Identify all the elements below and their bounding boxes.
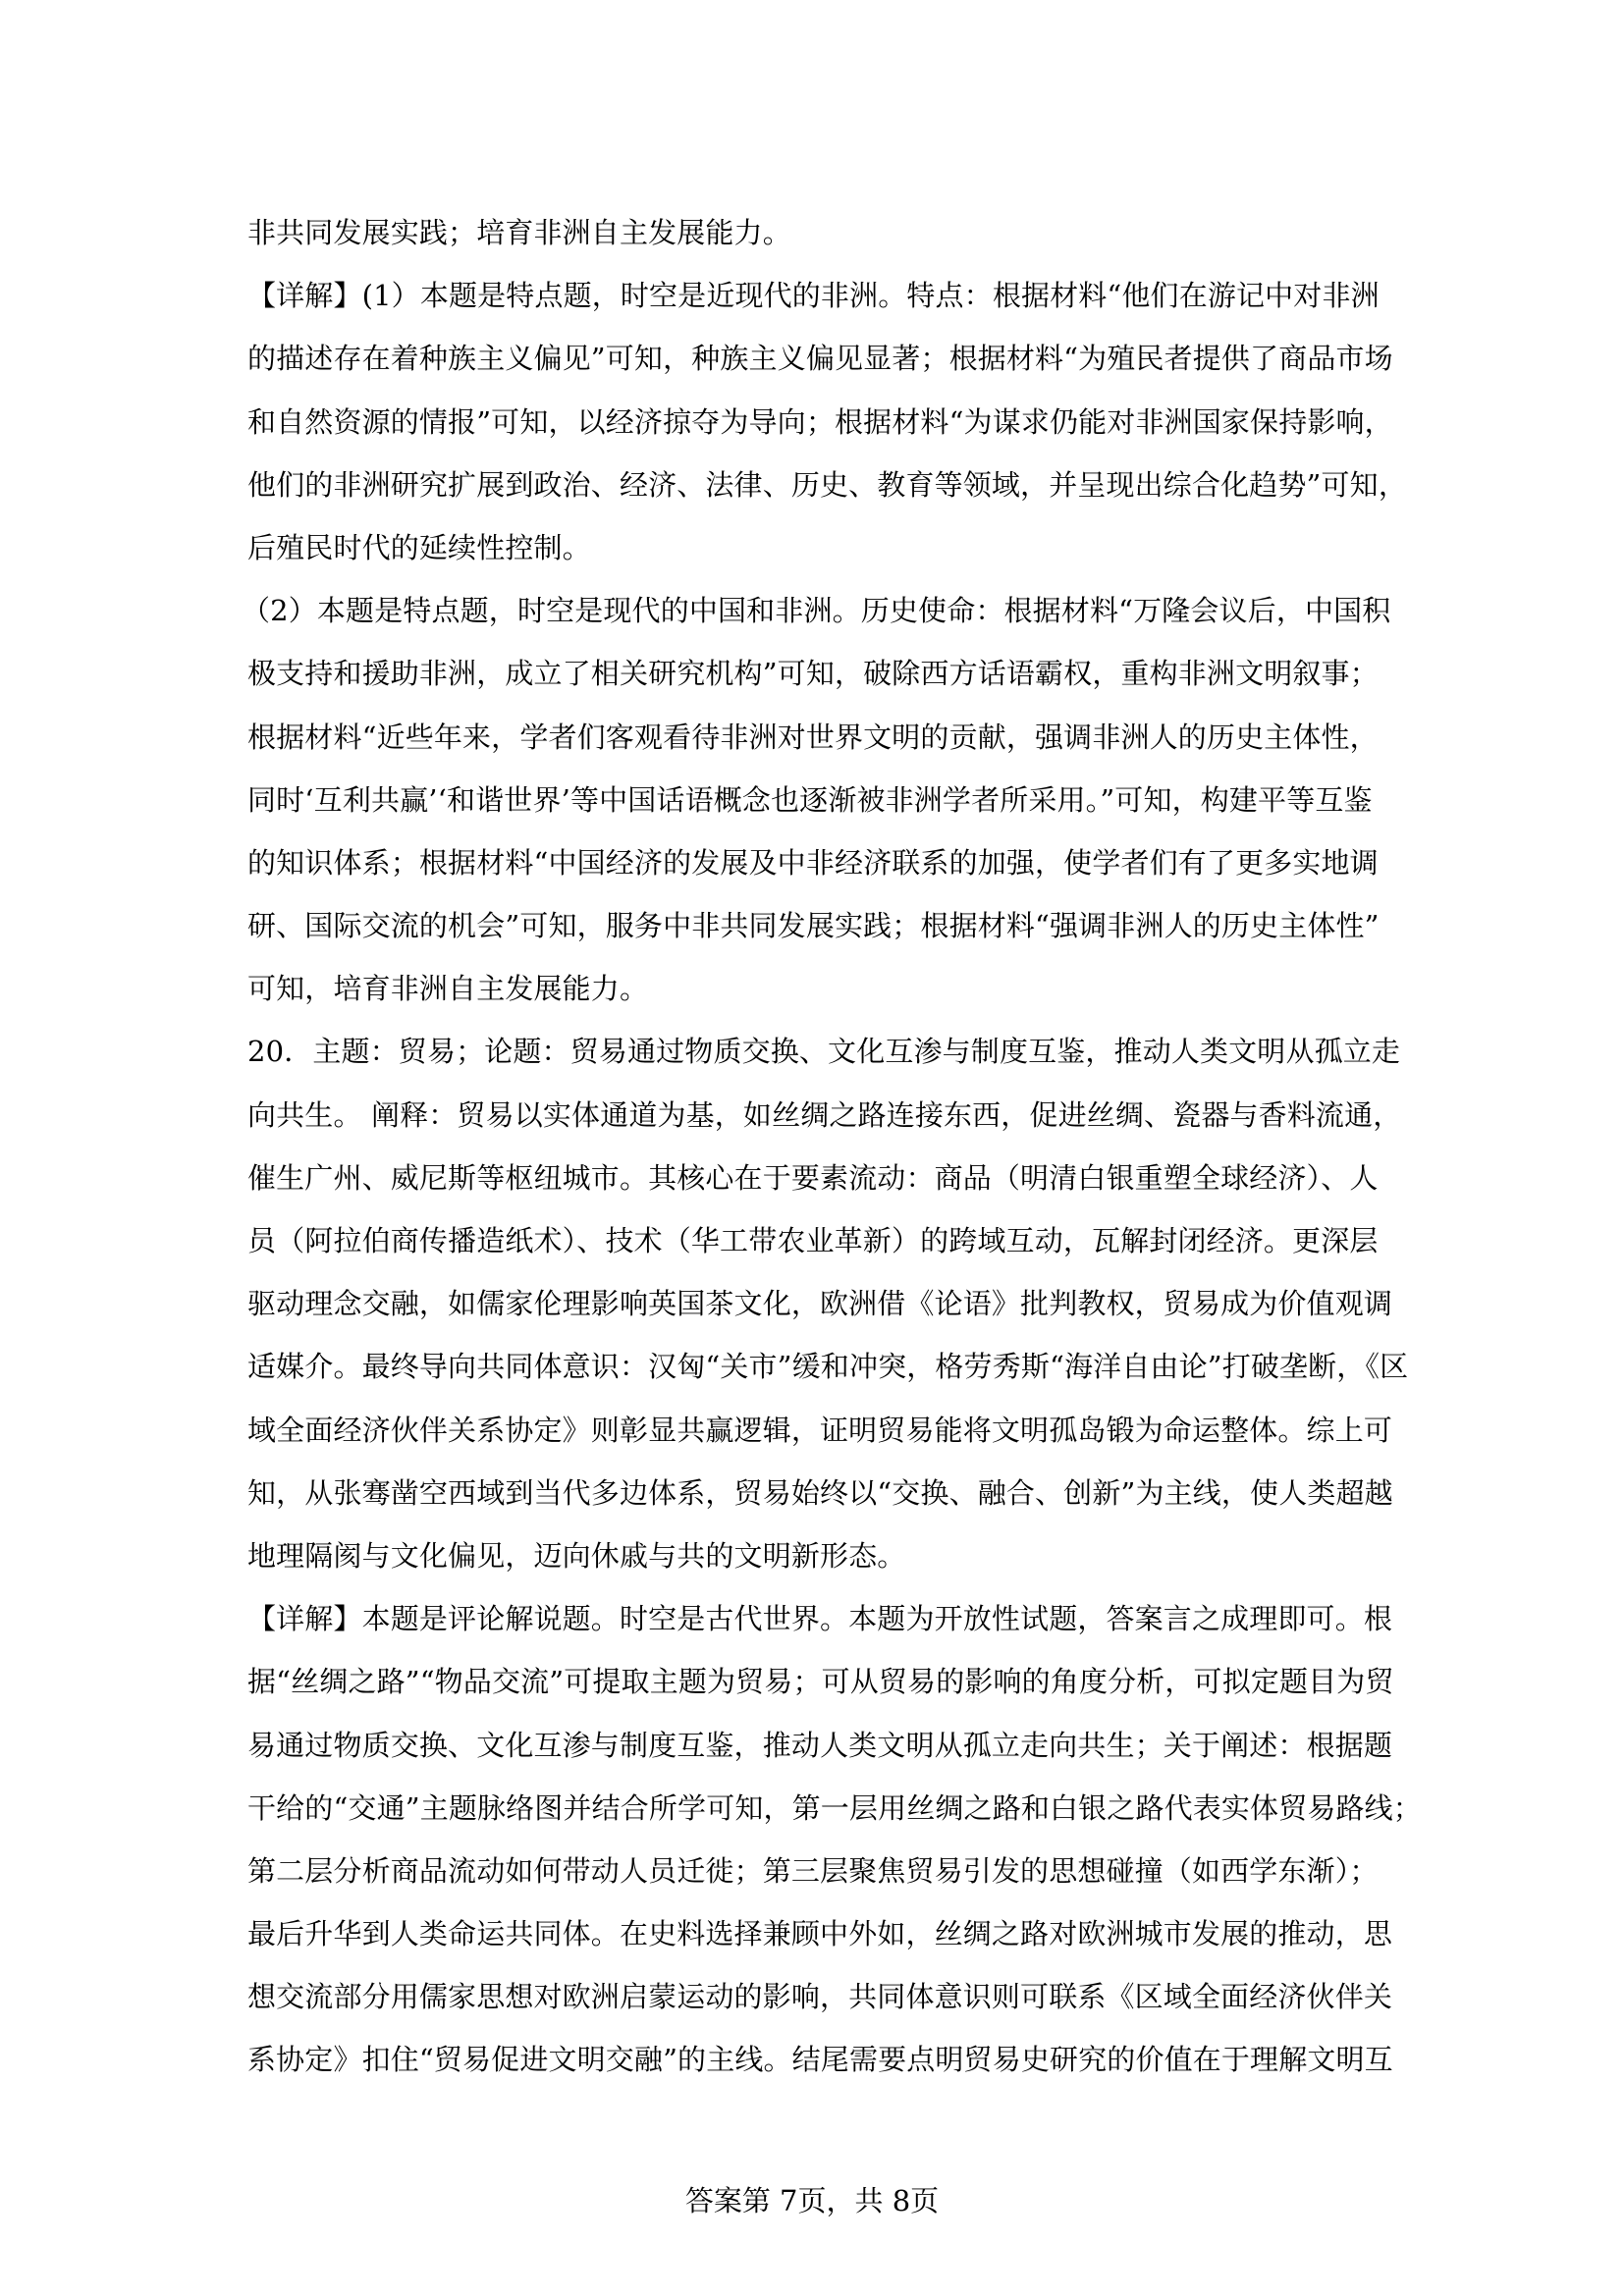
text-line: 【详解】本题是评论解说题。时空是古代世界。本题为开放性试题，答案言之成理即可。根: [247, 1602, 1393, 1636]
text-line: 驱动理念交融，如儒家伦理影响英国茶文化，欧洲借《论语》批判教权，贸易成为价值观调: [247, 1287, 1393, 1321]
text-line: 员（阿拉伯商传播造纸术）、技术（华工带农业革新）的跨域互动，瓦解封闭经济。更深层: [247, 1224, 1379, 1257]
text-line: 研、国际交流的机会”可知，服务中非共同发展实践；根据材料“强调非洲人的历史主体性”: [247, 909, 1380, 943]
text-line: （2）本题是特点题，时空是现代的中国和非洲。历史使命：根据材料“万隆会议后，中国积: [242, 594, 1391, 628]
text-line: 极支持和援助非洲，成立了相关研究机构”可知，破除西方话语霸权，重构非洲文明叙事；: [247, 657, 1379, 691]
text-line: 据“丝绸之路”“物品交流”可提取主题为贸易；可从贸易的影响的角度分析，可拟定题目为贸: [247, 1665, 1394, 1699]
text-line: 第二层分析商品流动如何带动人员迁徙；第三层聚焦贸易引发的思想碰撞（如西学东渐）；: [247, 1853, 1379, 1888]
text-line: 他们的非洲研究扩展到政治、经济、法律、历史、教育等领域，并呈现出综合化趋势”可知，: [247, 467, 1407, 502]
page-footer: 答案第 7页，共 8页: [684, 2184, 940, 2217]
text-line: 最后升华到人类命运共同体。在史料选择兼顾中外如，丝绸之路对欧洲城市发展的推动，思: [247, 1917, 1393, 1951]
text-line: 的描述存在着种族主义偏见”可知，种族主义偏见显著；根据材料“为殖民者提供了商品市场: [247, 342, 1393, 376]
text-line: 适媒介。最终导向共同体意识：汉匈“关市”缓和冲突，格劳秀斯“海洋自由论”打破垄断，《区: [247, 1350, 1409, 1384]
text-line: 催生广州、威尼斯等枢纽城市。其核心在于要素流动：商品（明清白银重塑全球经济）、人: [247, 1160, 1379, 1195]
text-line: 易通过物质交换、文化互渗与制度互鉴，推动人类文明从孤立走向共生；关于阐述：根据题: [247, 1728, 1393, 1762]
text-line: 向共生。 阐释：贸易以实体通道为基，如丝绸之路连接东西，促进丝绸、瓷器与香料流通，: [247, 1097, 1402, 1132]
text-line: 20．主题：贸易；论题：贸易通过物质交换、文化互渗与制度互鉴，推动人类文明从孤立走: [247, 1035, 1401, 1069]
text-line: 的知识体系；根据材料“中国经济的发展及中非经济联系的加强，使学者们有了更多实地调: [247, 845, 1379, 880]
text-line: 干给的“交通”主题脉络图并结合所学可知，第一层用丝绸之路和白银之路代表实体贸易路线；: [247, 1790, 1422, 1825]
text-line: 非共同发展实践；培育非洲自主发展能力。: [247, 216, 791, 249]
text-line: 地理隔阂与文化偏见，迈向休戚与共的文明新形态。: [247, 1538, 906, 1573]
text-line: 和自然资源的情报”可知，以经济掠夺为导向；根据材料“为谋求仍能对非洲国家保持影响，: [247, 404, 1393, 439]
text-line: 域全面经济伙伴关系协定》则彰显共赢逻辑，证明贸易能将文明孤岛锻为命运整体。综上可: [247, 1413, 1393, 1447]
text-line: 后殖民时代的延续性控制。: [247, 530, 591, 564]
text-line: 系协定》扣住“贸易促进文明交融”的主线。结尾需要点明贸易史研究的价值在于理解文明互: [247, 2043, 1393, 2077]
text-line: 根据材料“近些年来，学者们客观看待非洲对世界文明的贡献，强调非洲人的历史主体性，: [247, 720, 1379, 754]
text-line: 同时‘互利共赢’‘和谐世界’等中国话语概念也逐渐被非洲学者所采用。”可知，构建平等互鉴: [247, 782, 1373, 817]
text-line: 知，从张骞凿空西域到当代多边体系，贸易始终以“交换、融合、创新”为主线，使人类超越: [247, 1475, 1393, 1510]
answer-text-body: [242, 201, 1422, 2092]
text-line: 【详解】(1）本题是特点题，时空是近现代的非洲。特点：根据材料“他们在游记中对非洲: [247, 279, 1380, 313]
text-line: 可知，培育非洲自主发展能力。: [247, 972, 649, 1006]
text-line: 想交流部分用儒家思想对欧洲启蒙运动的影响，共同体意识则可联系《区域全面经济伙伴关: [247, 1980, 1393, 2014]
